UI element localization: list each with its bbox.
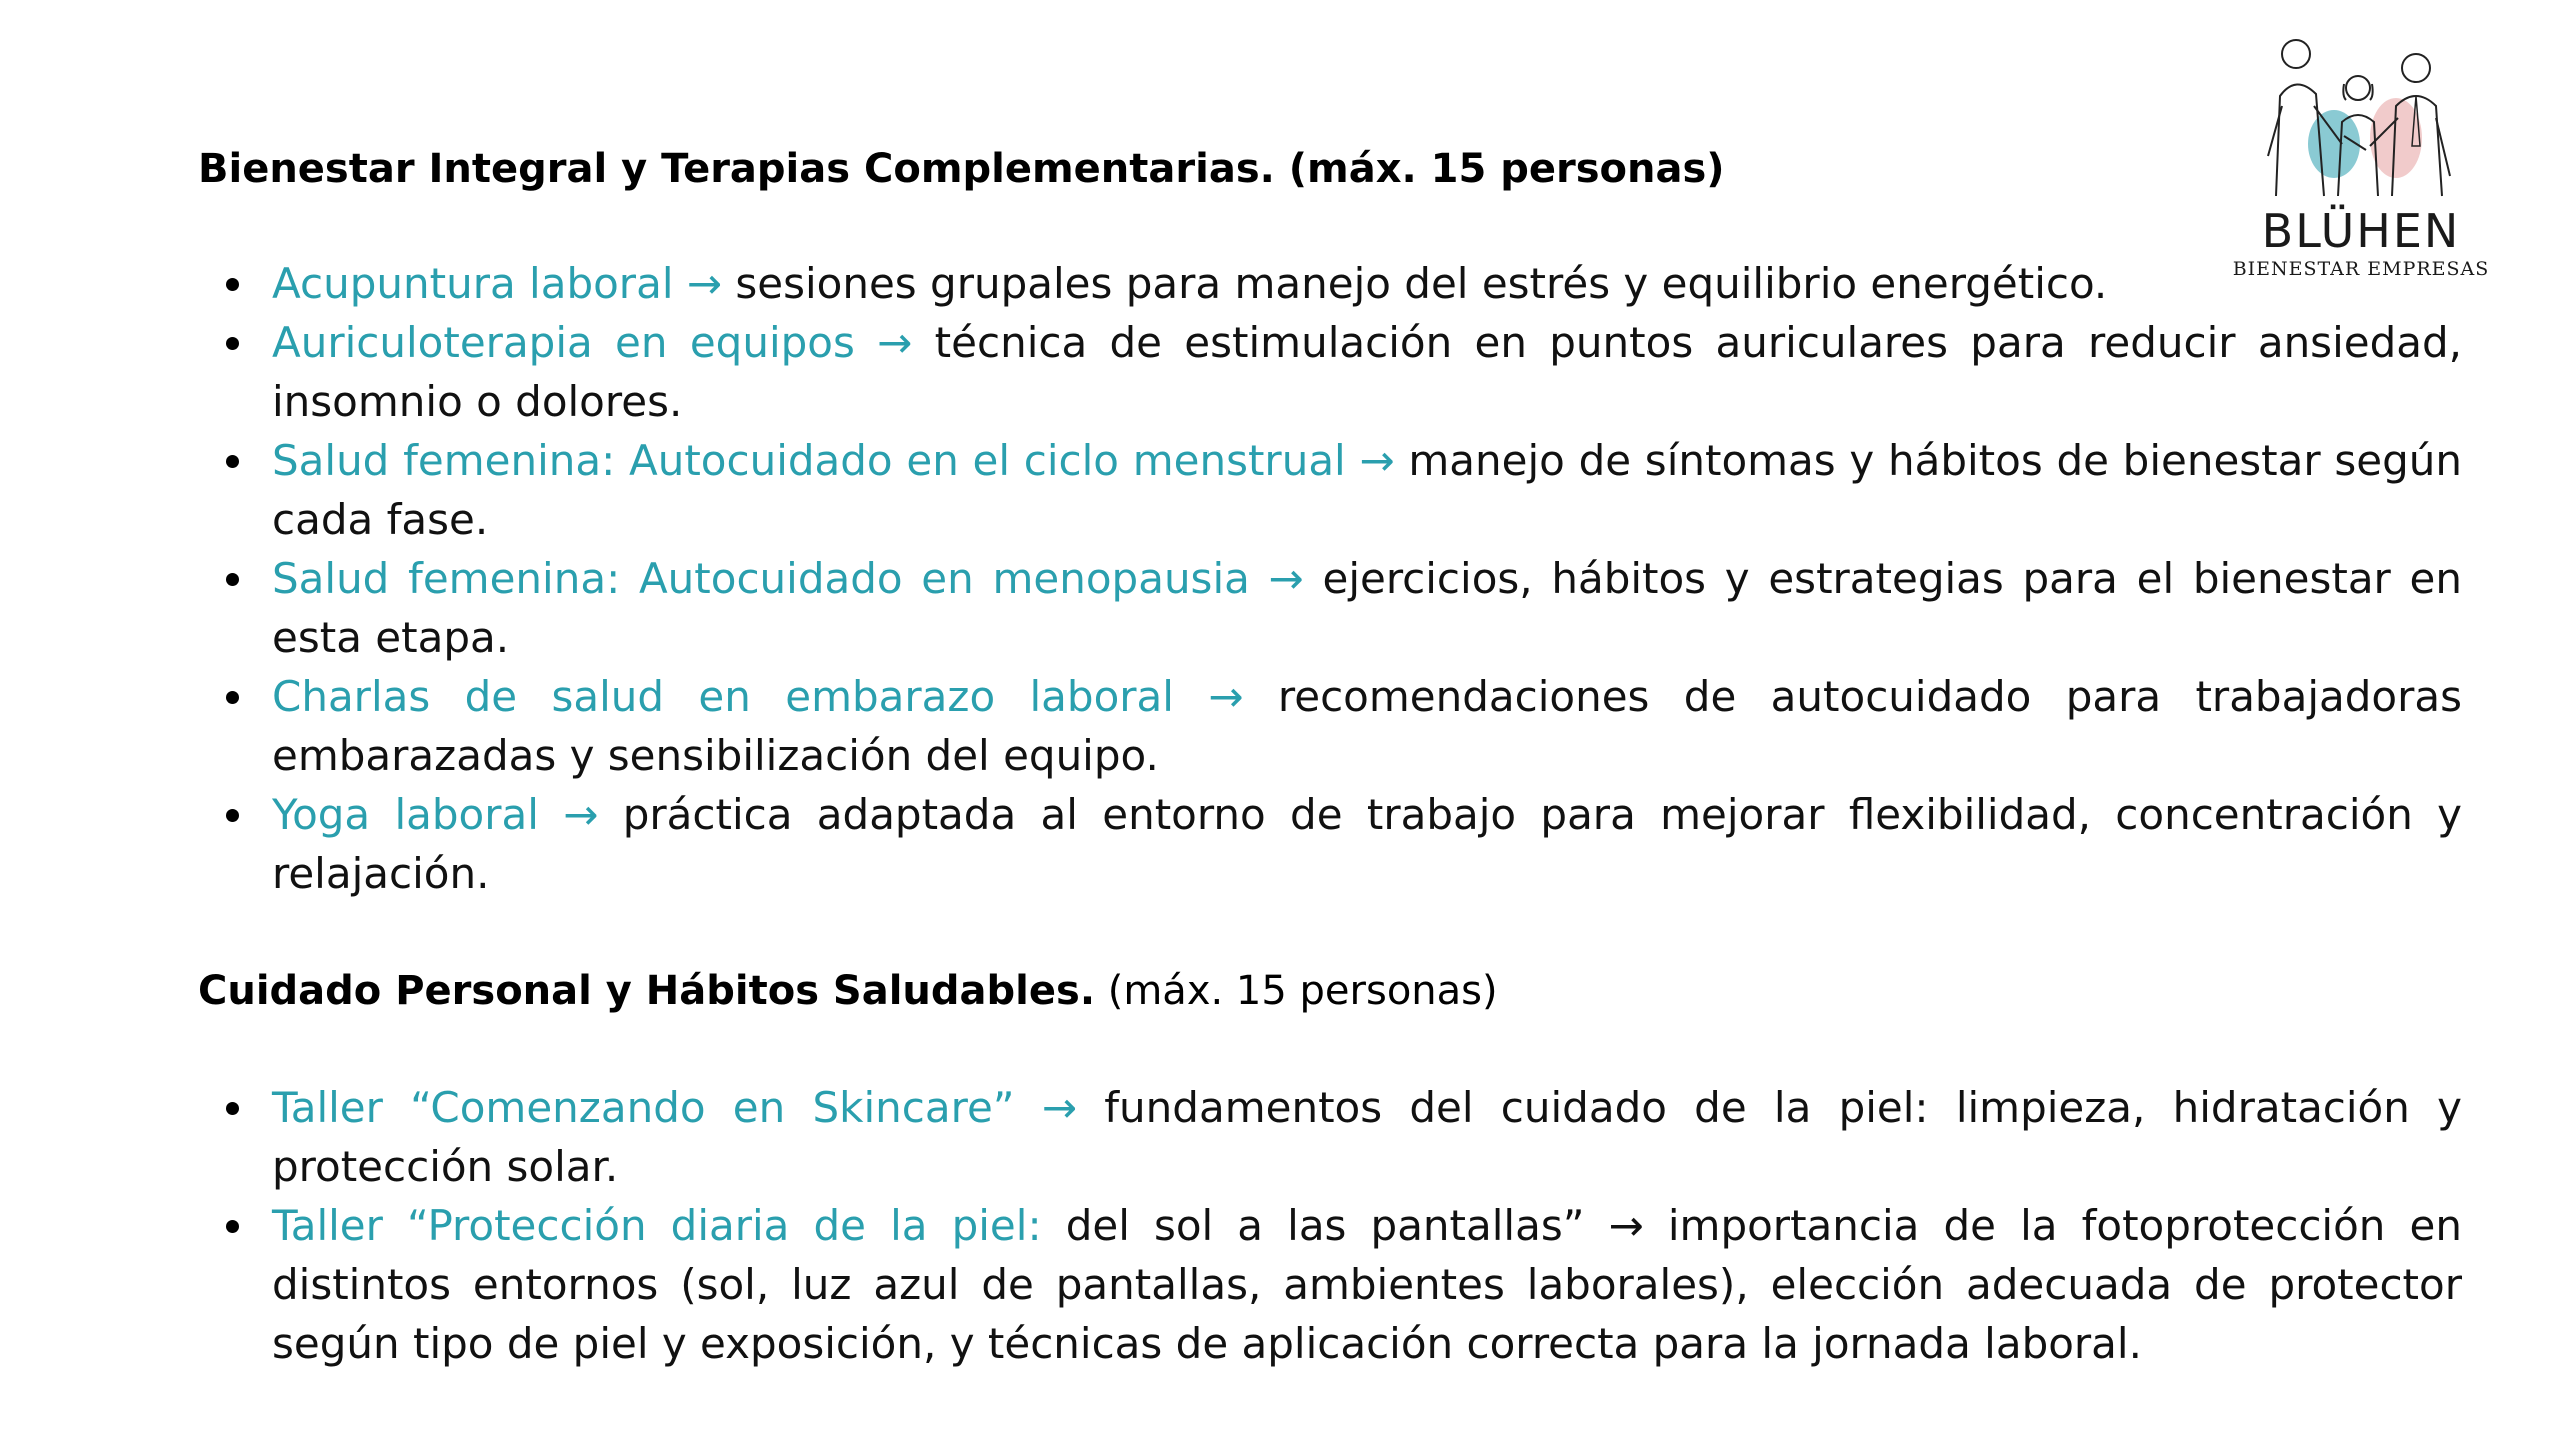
cuidado-personal-list — [198, 1078, 2462, 1373]
item-term: Salud femenina: Autocuidado en menopausia → — [272, 554, 1304, 603]
item-description: del sol a las pantallas” → importancia de la fotoprotección en distintos entornos (sol, luz azul de pantallas, ambientes laborales), elección adecuada de protector según tipo de piel y exposición, y técnicas de aplicación correcta para la jornada laboral. — [272, 1201, 2462, 1368]
item-description: manejo de síntomas y hábitos de bienestar según cada fase. — [272, 436, 2462, 544]
list-item — [272, 1196, 2462, 1373]
section-title-bold: Bienestar Integral y Terapias Complementarias. (máx. 15 personas) — [198, 146, 1725, 192]
section-title-bold: Cuidado Personal y Hábitos Saludables. — [198, 968, 1096, 1014]
bullet-icon — [226, 278, 239, 291]
logo-tagline: BIENESTAR EMPRESAS — [2232, 258, 2490, 280]
item-description: sesiones grupales para manejo del estrés y equilibrio energético. — [722, 259, 2108, 308]
item-description: fundamentos del cuidado de la piel: limpieza, hidratación y protección solar. — [272, 1083, 2462, 1191]
item-term: Taller “Comenzando en Skincare” → — [272, 1083, 1078, 1132]
list-item — [272, 785, 2462, 903]
item-term: Yoga laboral → — [272, 790, 599, 839]
item-term: Charlas de salud en embarazo laboral → — [272, 672, 1244, 721]
list-item — [272, 667, 2462, 785]
bullet-icon — [226, 809, 239, 822]
item-description: práctica adaptada al entorno de trabajo para mejorar flexibilidad, concentración y relajación. — [272, 790, 2462, 898]
section-title-cuidado-personal — [198, 962, 1498, 1020]
list-item — [272, 549, 2462, 667]
bullet-icon — [226, 573, 239, 586]
logo-illustration — [2246, 26, 2476, 206]
item-term: Auriculoterapia en equipos → — [272, 318, 913, 367]
bullet-icon — [226, 1220, 239, 1233]
list-item — [272, 254, 2462, 313]
section-title-bienestar — [198, 140, 1725, 198]
list-item — [272, 313, 2462, 431]
section-title-normal: (máx. 15 personas) — [1095, 968, 1498, 1014]
bienestar-list — [198, 254, 2462, 903]
item-description: ejercicios, hábitos y estrategias para el bienestar en esta etapa. — [272, 554, 2462, 662]
item-term: Salud femenina: Autocuidado en el ciclo menstrual → — [272, 436, 1395, 485]
list-item — [272, 431, 2462, 549]
list-item — [272, 1078, 2462, 1196]
bullet-icon — [226, 1102, 239, 1115]
bullet-icon — [226, 691, 239, 704]
logo-wordmark: BLÜHEN — [2261, 204, 2461, 258]
bullet-icon — [226, 455, 239, 468]
item-description: técnica de estimulación en puntos auriculares para reducir ansiedad, insomnio o dolores. — [272, 318, 2462, 426]
bullet-icon — [226, 337, 239, 350]
item-term: Acupuntura laboral → — [272, 259, 723, 308]
item-term: Taller “Protección diaria de la piel: — [272, 1201, 1042, 1250]
item-description: recomendaciones de autocuidado para trabajadoras embarazadas y sensibilización del equipo. — [272, 672, 2462, 780]
